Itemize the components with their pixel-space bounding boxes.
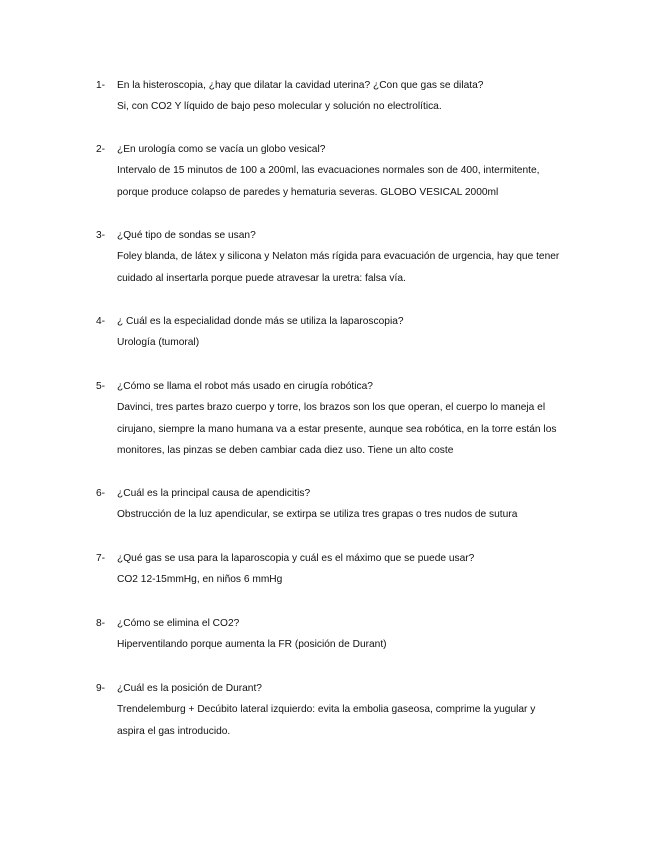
- answer-line: cuidado al insertarla porque puede atravesar la uretra: falsa vía.: [117, 272, 406, 284]
- answer-line: monitores, las pinzas se deben cambiar cada diez uso. Tiene un alto coste: [117, 445, 454, 456]
- answer: [117, 96, 587, 118]
- question-text: En la histeroscopia, ¿hay que dilatar la cavidad uterina? ¿Con que gas se dilata?: [117, 80, 484, 91]
- question-number: 8-: [96, 618, 106, 629]
- answer-line: CO2 12-15mmHg, en niños 6 mmHg: [117, 574, 283, 585]
- question-row: [96, 225, 596, 246]
- question-number: 4-: [96, 316, 106, 327]
- qa-item-8: [96, 613, 596, 656]
- question-row: [96, 75, 596, 96]
- answer-line: Foley blanda, de látex y silicona y Nelaton más rígida para evacuación de urgencia, hay que tener: [117, 251, 560, 262]
- question-text: ¿Cómo se llama el robot más usado en cirugía robótica?: [117, 381, 373, 392]
- answer: [117, 569, 587, 591]
- qa-item-9: [96, 678, 596, 742]
- answer-line: porque produce colapso de paredes y hematuria severas. GLOBO VESICAL 2000ml: [117, 186, 499, 198]
- answer-line: Davinci, tres partes brazo cuerpo y torre, los brazos son los que operan, el cuerpo lo maneja el: [117, 402, 546, 413]
- answer-line: Urología (tumoral): [117, 337, 200, 348]
- question-row: [96, 678, 596, 699]
- question-text: ¿Cómo se elimina el CO2?: [117, 618, 240, 629]
- question-number: 1-: [96, 80, 106, 91]
- qa-item-7: [96, 548, 596, 591]
- question-number: 5-: [96, 381, 106, 392]
- question-row: [96, 139, 596, 160]
- question-row: [96, 548, 596, 569]
- question-text: ¿Qué tipo de sondas se usan?: [117, 230, 256, 241]
- question-text: ¿ Cuál es la especialidad donde más se utiliza la laparoscopia?: [117, 316, 404, 327]
- answer-line: Intervalo de 15 minutos de 100 a 200ml, las evacuaciones normales son de 400, intermitente,: [117, 165, 540, 176]
- answer-line: Hiperventilando porque aumenta la FR (posición de Durant): [117, 639, 387, 650]
- answer-line: aspira el gas introducido.: [117, 725, 231, 737]
- question-row: [96, 376, 596, 397]
- question-text: ¿En urología como se vacía un globo vesical?: [117, 144, 326, 155]
- question-number: 7-: [96, 553, 106, 564]
- answer-line: cirujano, siempre la mano humana va a estar presente, aunque sea robótica, en la torre están los: [117, 423, 557, 435]
- qa-item-3: [96, 225, 596, 289]
- question-row: [96, 613, 596, 634]
- answer: [117, 397, 587, 462]
- answer: [117, 246, 587, 289]
- question-text: ¿Qué gas se usa para la laparoscopia y cuál es el máximo que se puede usar?: [117, 553, 475, 564]
- question-number: 2-: [96, 144, 106, 155]
- question-number: 9-: [96, 683, 106, 694]
- question-row: [96, 483, 596, 504]
- qa-item-2: [96, 139, 596, 203]
- qa-item-4: [96, 311, 596, 354]
- question-number: 3-: [96, 230, 106, 241]
- question-text: ¿Cuál es la posición de Durant?: [117, 683, 262, 694]
- answer: [117, 160, 587, 203]
- question-text: ¿Cuál es la principal causa de apendicitis?: [117, 488, 311, 499]
- answer-line: Si, con CO2 Y líquido de bajo peso molecular y solución no electrolítica.: [117, 101, 442, 112]
- question-row: [96, 311, 596, 332]
- answer: [117, 699, 587, 742]
- answer: [117, 634, 587, 656]
- answer: [117, 504, 587, 526]
- answer-line: Trendelemburg + Decúbito lateral izquierdo: evita la embolia gaseosa, comprime la yugular y: [117, 704, 536, 715]
- qa-item-1: [96, 75, 596, 118]
- answer-line: Obstrucción de la luz apendicular, se extirpa se utiliza tres grapas o tres nudos de sutura: [117, 509, 518, 520]
- qa-item-5: [96, 376, 596, 462]
- answer: [117, 332, 587, 354]
- qa-item-6: [96, 483, 596, 526]
- question-number: 6-: [96, 488, 106, 499]
